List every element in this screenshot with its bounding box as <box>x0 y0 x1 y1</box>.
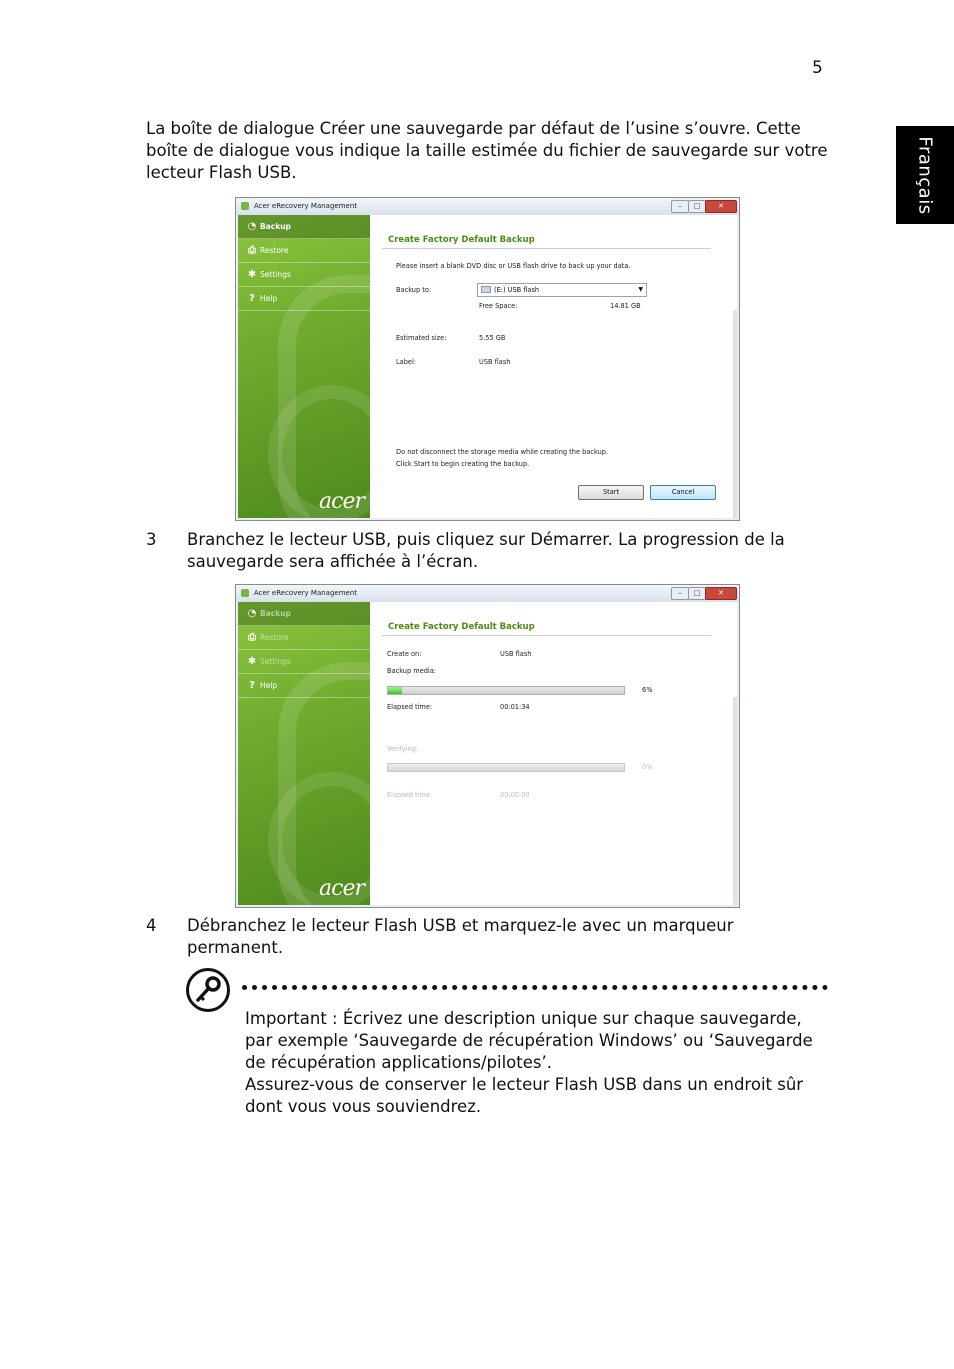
close-button[interactable]: ✕ <box>705 200 737 213</box>
elapsed-time-label: Elapsed time: <box>387 703 433 711</box>
chevron-down-icon: ▼ <box>638 286 643 293</box>
important-note <box>245 1008 825 1118</box>
heading-divider <box>382 248 711 249</box>
backup-icon: ◔ <box>247 221 257 232</box>
cancel-button[interactable]: Cancel <box>650 485 716 500</box>
elapsed-time-value: 00:01:34 <box>500 703 530 711</box>
backup-icon: ◔ <box>247 608 257 619</box>
estimated-size-value: 5.55 GB <box>479 334 506 342</box>
step-text-part: Branchez le lecteur USB, puis cliquez sur <box>187 530 531 549</box>
step-number: 4 <box>146 916 157 935</box>
minimize-button[interactable]: – <box>671 200 689 213</box>
navigation-pane <box>238 215 370 518</box>
backup-media-label: Backup media: <box>387 667 437 675</box>
elapsed-time-value-2: 00:00:00 <box>500 791 530 799</box>
elapsed-time-label-2: Elapsed time: <box>387 791 433 799</box>
step-text-part: . La progression de la sauvegarde sera affichée à l’écran. <box>187 530 785 571</box>
backup-target-value: (E:) USB flash <box>494 286 540 294</box>
free-space-value: 14.81 GB <box>610 302 641 310</box>
maximize-button[interactable]: □ <box>688 200 706 213</box>
nav-label: Settings <box>260 270 291 279</box>
step-number: 3 <box>146 530 157 549</box>
restore-icon: ⎙ <box>248 245 256 256</box>
nav-item-restore[interactable] <box>238 239 370 263</box>
create-on-label: Create on: <box>387 650 422 658</box>
acer-logo: acer <box>319 489 364 514</box>
help-icon: ? <box>249 680 255 691</box>
window-title: Acer eRecovery Management <box>254 589 358 597</box>
acer-logo: acer <box>319 876 364 901</box>
recovery-window-backup-progress <box>235 584 740 908</box>
content-pane <box>370 602 737 905</box>
create-on-value: USB flash <box>500 650 532 658</box>
page-number: 5 <box>812 58 823 78</box>
nav-item-settings <box>238 650 370 674</box>
app-icon <box>241 202 249 210</box>
restore-icon: ⎙ <box>248 632 256 643</box>
important-keyword: Important <box>245 1009 327 1028</box>
dialog-heading: Create Factory Default Backup <box>388 235 535 245</box>
help-icon: ? <box>249 293 255 304</box>
label-value: USB flash <box>479 358 511 366</box>
label-label: Label: <box>396 358 417 366</box>
free-space-label: Free Space: <box>479 302 518 310</box>
step-text: Débranchez le lecteur Flash USB et marquez-le avec un marqueur permanent. <box>187 916 734 957</box>
start-keyword: Démarrer <box>530 530 608 549</box>
verifying-label: Verifying: <box>387 745 419 753</box>
language-tab-label: Français <box>914 135 936 215</box>
settings-icon: ✱ <box>247 269 257 280</box>
note-text: : Écrivez une description unique sur chaque sauvegarde, par exemple ‘Sauvegarde de récupération Windows’ ou ‘Sauvegarde de récupération applications/pilotes’. <box>245 1009 813 1072</box>
language-tab <box>896 126 954 224</box>
note-divider <box>242 985 828 990</box>
nav-item-backup[interactable] <box>238 602 370 626</box>
nav-label: Backup <box>260 609 291 618</box>
nav-label: Restore <box>260 633 289 642</box>
start-hint-text: Click Start to begin creating the backup. <box>396 460 530 468</box>
window-titlebar <box>236 585 739 602</box>
window-title: Acer eRecovery Management <box>254 202 358 210</box>
nav-label: Help <box>260 294 278 303</box>
backup-progress-bar <box>387 686 625 695</box>
nav-label: Restore <box>260 246 289 255</box>
close-button[interactable]: ✕ <box>705 587 737 600</box>
maximize-button[interactable]: □ <box>688 587 706 600</box>
backup-progress-fill <box>388 687 402 694</box>
heading-divider <box>382 635 711 636</box>
nav-item-backup[interactable] <box>238 215 370 239</box>
instruction-text: Please insert a blank DVD disc or USB flash drive to back up your data. <box>396 262 631 270</box>
verify-percent: 0% <box>642 763 653 771</box>
important-key-icon <box>186 968 230 1012</box>
start-button[interactable]: Start <box>578 485 644 500</box>
nav-label: Help <box>260 681 278 690</box>
verify-progress-bar <box>387 763 625 772</box>
backup-target-select[interactable] <box>477 283 647 297</box>
warning-text: Do not disconnect the storage media while creating the backup. <box>396 448 609 456</box>
nav-label: Backup <box>260 222 291 231</box>
scrollbar[interactable] <box>733 697 737 905</box>
recovery-window-backup-setup <box>235 197 740 521</box>
scrollbar[interactable] <box>733 310 737 518</box>
dialog-heading: Create Factory Default Backup <box>388 622 535 632</box>
note-text-2: Assurez-vous de conserver le lecteur Flash USB dans un endroit sûr dont vous vous souviendrez. <box>245 1075 804 1116</box>
nav-label: Settings <box>260 657 291 666</box>
nav-item-settings[interactable] <box>238 263 370 287</box>
nav-item-restore <box>238 626 370 650</box>
nav-item-help[interactable] <box>238 287 370 311</box>
drive-icon <box>481 286 491 293</box>
app-icon <box>241 589 249 597</box>
step-text <box>187 529 827 573</box>
minimize-button[interactable]: – <box>671 587 689 600</box>
backup-to-label: Backup to: <box>396 286 432 294</box>
estimated-size-label: Estimated size: <box>396 334 447 342</box>
intro-paragraph: La boîte de dialogue Créer une sauvegarde par défaut de l’usine s’ouvre. Cette boîte de dialogue vous indique la taille estimée du fichier de sauvegarde sur votre lecteur Flash USB. <box>146 119 828 182</box>
navigation-pane <box>238 602 370 905</box>
backup-percent: 6% <box>642 686 653 694</box>
nav-item-help[interactable] <box>238 674 370 698</box>
settings-icon: ✱ <box>247 656 257 667</box>
content-pane <box>370 215 737 518</box>
window-titlebar <box>236 198 739 215</box>
